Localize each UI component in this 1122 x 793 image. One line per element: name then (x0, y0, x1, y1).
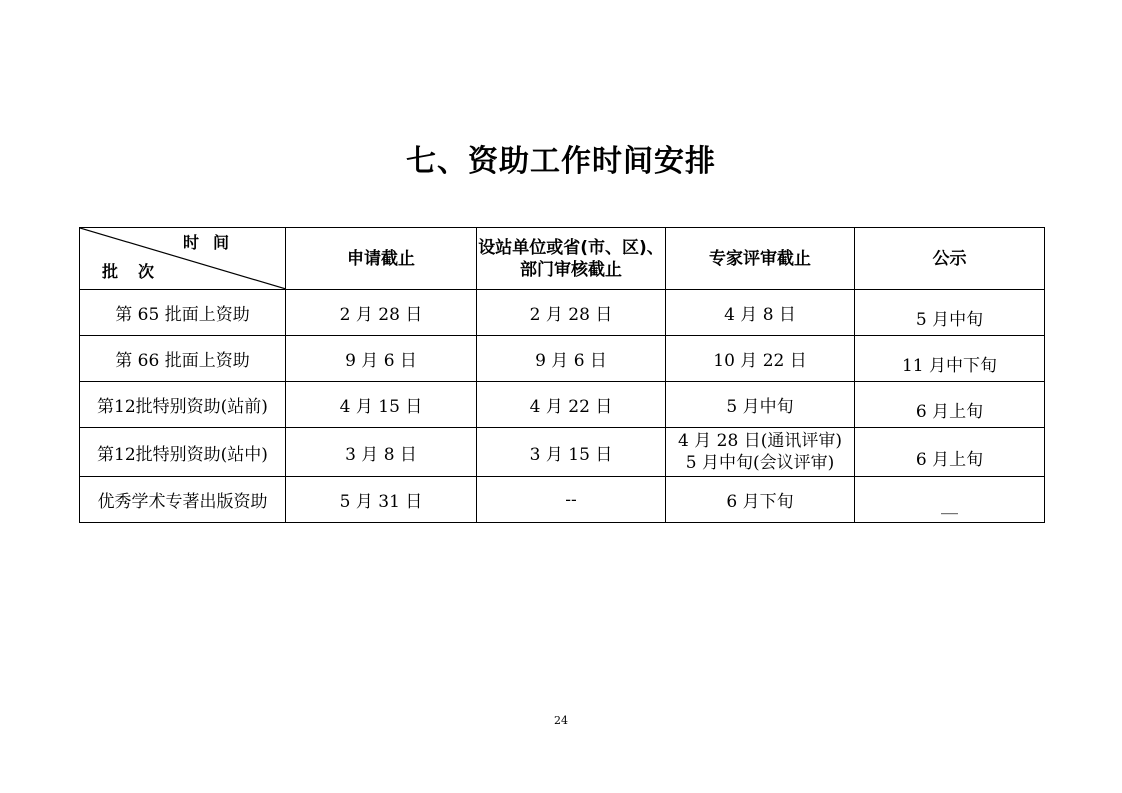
publicity-text: 11 月中下旬 (901, 356, 998, 376)
expert-line-meeting: 5 月中旬(会议评审) (685, 453, 835, 473)
apply-cell: 4 月 15 日 (286, 382, 477, 428)
review-cell: 4 月 22 日 (477, 382, 666, 428)
table-row (80, 336, 1045, 382)
publicity-cell (855, 428, 1045, 477)
apply-cell: 5 月 31 日 (286, 477, 477, 523)
publicity-cell (855, 336, 1045, 382)
table-row (80, 382, 1045, 428)
apply-cell: 2 月 28 日 (286, 290, 477, 336)
publicity-text: 6 月上旬 (915, 402, 984, 422)
header-apply-deadline: 申请截止 (286, 228, 477, 290)
publicity-cell (855, 477, 1045, 523)
batch-cell: 优秀学术专著出版资助 (80, 477, 286, 523)
header-unit-review-line1: 设站单位或省(市、区)、 (478, 237, 664, 258)
diagonal-header-cell (80, 228, 286, 290)
publicity-cell (855, 382, 1045, 428)
review-cell: 2 月 28 日 (477, 290, 666, 336)
page-number: 24 (554, 714, 568, 727)
review-cell: 3 月 15 日 (477, 428, 666, 477)
batch-cell: 第 65 批面上资助 (80, 290, 286, 336)
batch-cell: 第 66 批面上资助 (80, 336, 286, 382)
publicity-text: __ (941, 494, 958, 515)
page-title: 七、资助工作时间安排 (406, 144, 716, 179)
publicity-cell (855, 290, 1045, 336)
header-unit-review-line2: 部门审核截止 (520, 259, 622, 280)
expert-cell: 10 月 22 日 (666, 336, 855, 382)
expert-cell: 5 月中旬 (666, 382, 855, 428)
corner-label-batch: 批次 (102, 262, 175, 281)
publicity-text: 5 月中旬 (915, 310, 984, 330)
review-cell: -- (477, 477, 666, 523)
corner-label-time: 时间 (182, 233, 243, 252)
apply-cell: 3 月 8 日 (286, 428, 477, 477)
apply-cell: 9 月 6 日 (286, 336, 477, 382)
header-expert-review-deadline: 专家评审截止 (666, 228, 855, 290)
publicity-text: 6 月上旬 (915, 449, 984, 470)
review-cell: 9 月 6 日 (477, 336, 666, 382)
expert-cell: 6 月下旬 (666, 477, 855, 523)
schedule-table (79, 227, 1045, 523)
table-row (80, 428, 1045, 477)
batch-cell: 第12批特别资助(站前) (80, 382, 286, 428)
header-unit-review-deadline (477, 228, 666, 290)
expert-cell (666, 428, 855, 477)
expert-line-correspondence: 4 月 28 日(通讯评审) (678, 431, 842, 451)
expert-cell: 4 月 8 日 (666, 290, 855, 336)
table-header-row (80, 228, 1045, 290)
batch-cell: 第12批特别资助(站中) (80, 428, 286, 477)
header-publicity: 公示 (855, 228, 1045, 290)
table-row (80, 290, 1045, 336)
table-row (80, 477, 1045, 523)
